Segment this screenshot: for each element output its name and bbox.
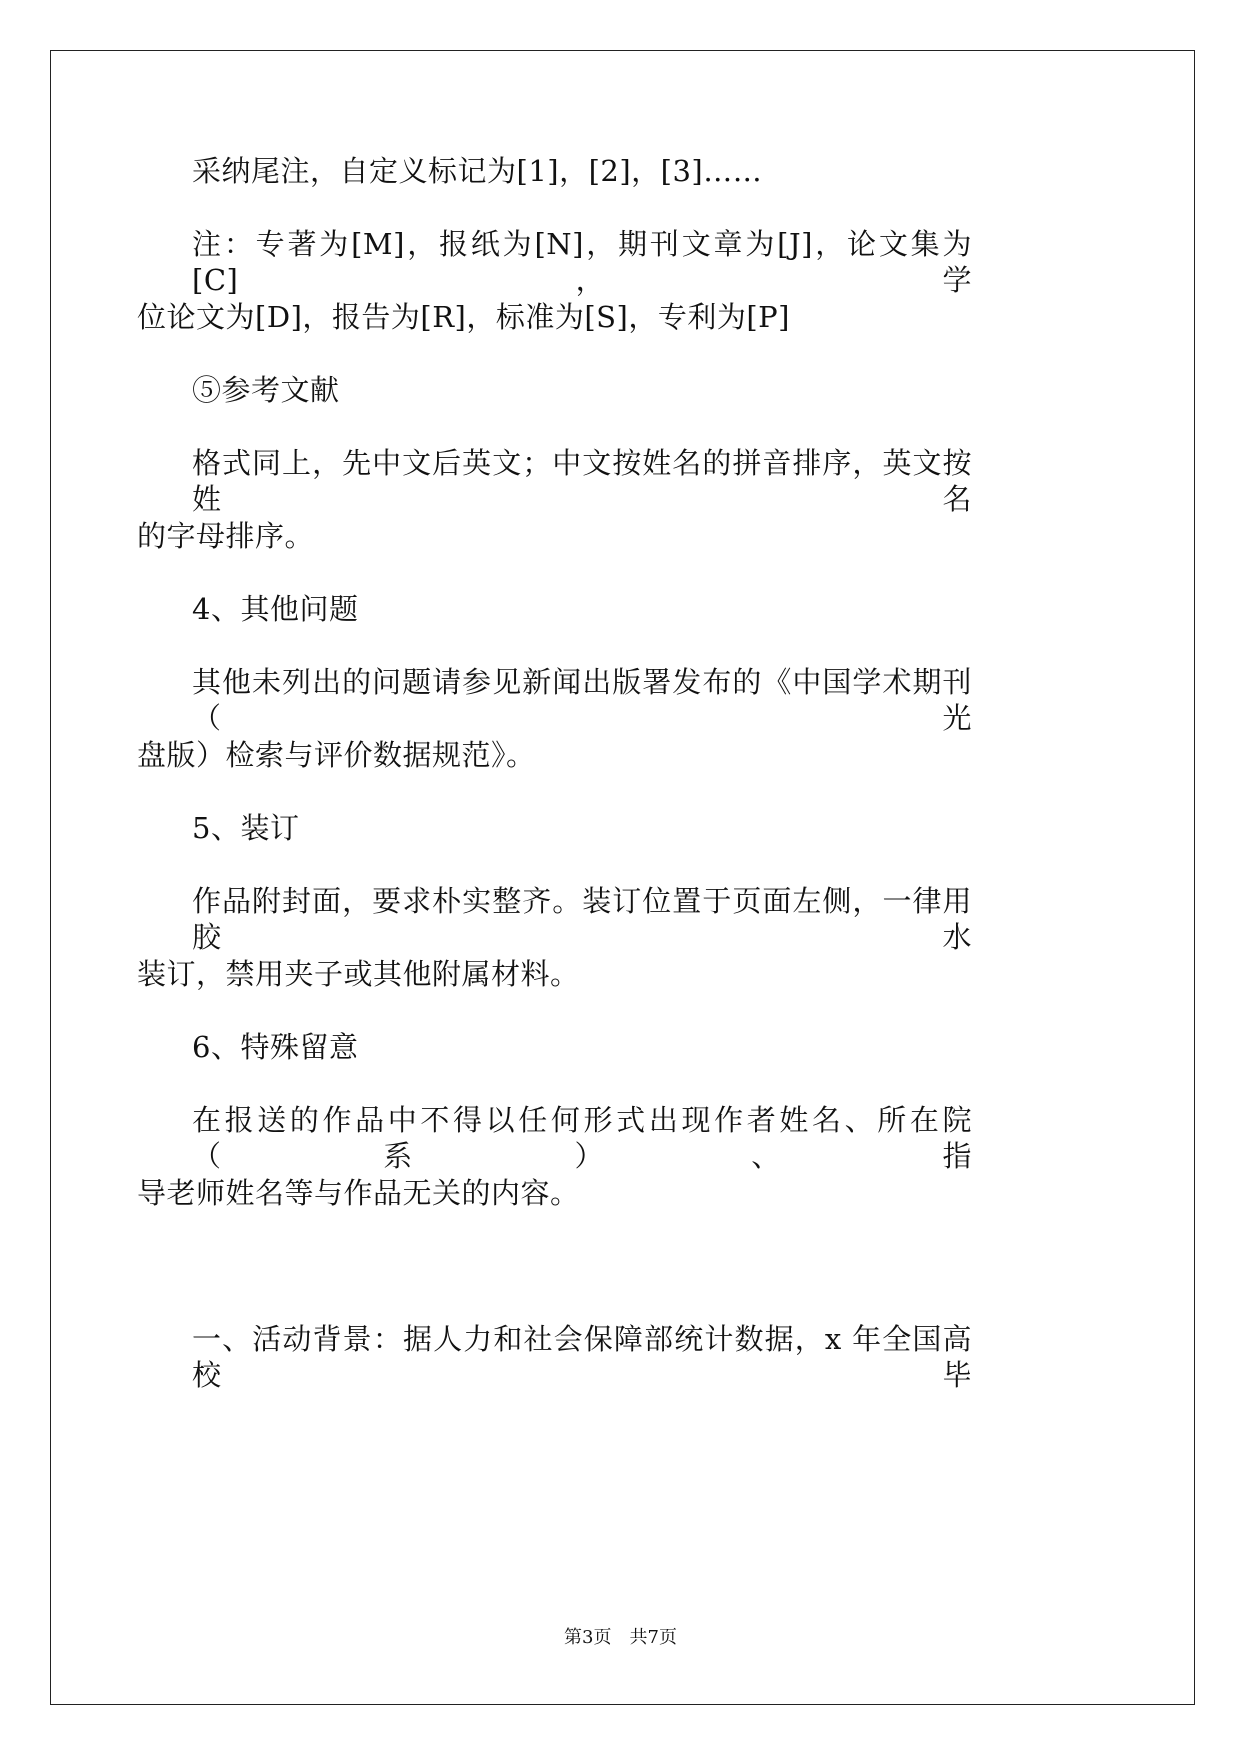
body-line-special-notice: 在报送的作品中不得以任何形式出现作者姓名、所在院（系）、指 bbox=[192, 1103, 972, 1173]
body-line-binding: 作品附封面，要求朴实整齐。装订位置于页面左侧，一律用胶水 bbox=[192, 884, 972, 954]
heading-binding: 5、装订 bbox=[192, 811, 300, 845]
body-line-other-issues: 其他未列出的问题请参见新闻出版署发布的《中国学术期刊（光 bbox=[192, 665, 972, 735]
body-line-reference-types-cont: 位论文为[D]，报告为[R]，标准为[S]，专利为[P] bbox=[137, 300, 790, 334]
body-line-reference-types: 注：专著为[M]，报纸为[N]，期刊文章为[J]，论文集为[C]，学 bbox=[192, 227, 972, 297]
body-line-other-issues-cont: 盘版）检索与评价数据规范》。 bbox=[137, 738, 536, 772]
body-line-references-format-cont: 的字母排序。 bbox=[137, 519, 315, 553]
body-line-activity-background: 一、活动背景：据人力和社会保障部统计数据，x 年全国高校毕 bbox=[192, 1322, 972, 1392]
page-number-footer: 第3页 共7页 bbox=[564, 1627, 677, 1648]
heading-other-issues: 4、其他问题 bbox=[192, 592, 359, 626]
body-line-special-notice-cont: 导老师姓名等与作品无关的内容。 bbox=[137, 1176, 580, 1210]
body-line-binding-cont: 装订，禁用夹子或其他附属材料。 bbox=[137, 957, 580, 991]
heading-special-notice: 6、特殊留意 bbox=[192, 1030, 359, 1064]
body-line-references-format: 格式同上，先中文后英文；中文按姓名的拼音排序，英文按姓名 bbox=[192, 446, 972, 516]
body-line-endnote-format: 采纳尾注，自定义标记为[1]，[2]，[3]…… bbox=[192, 154, 763, 188]
heading-references: ⑤参考文献 bbox=[192, 373, 340, 407]
